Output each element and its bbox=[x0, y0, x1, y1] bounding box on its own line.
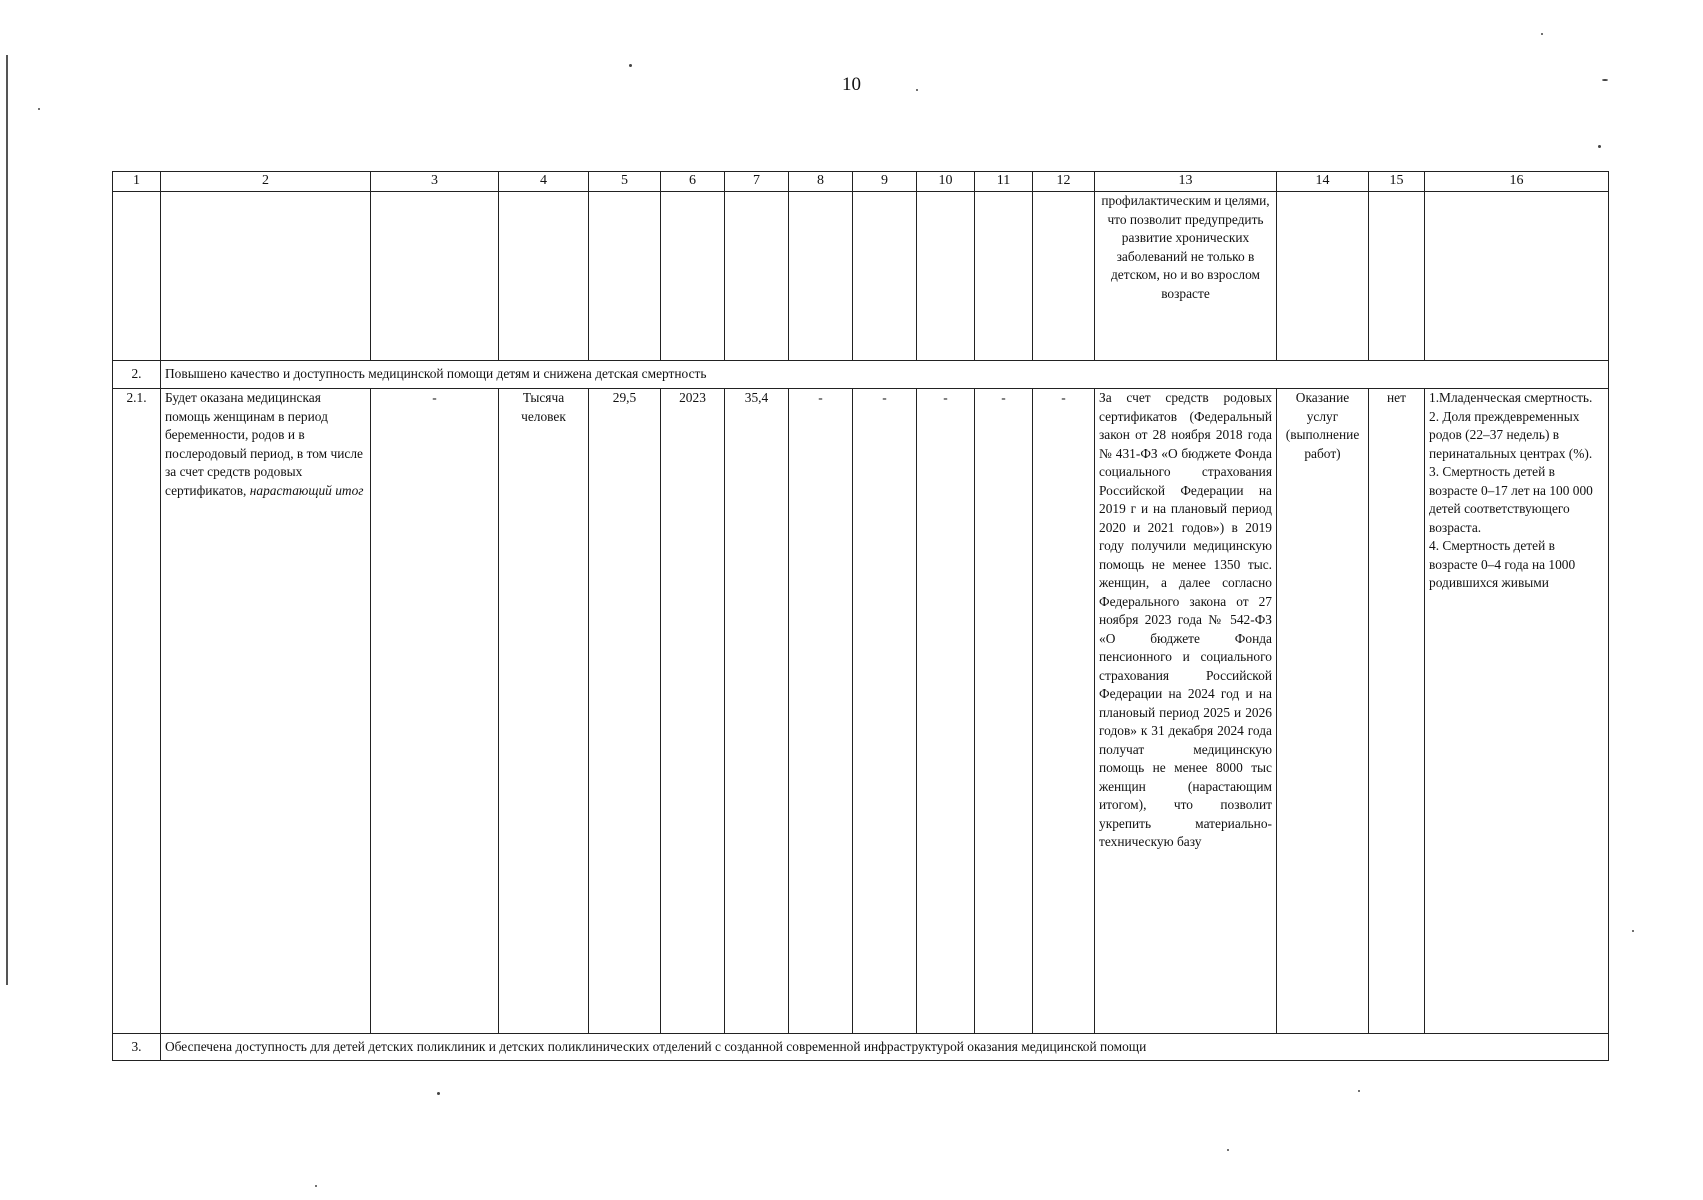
indicators-cell bbox=[1425, 389, 1609, 1034]
cell-col9: - bbox=[853, 389, 917, 1034]
cell-col8: - bbox=[789, 389, 853, 1034]
cell-col11: - bbox=[975, 389, 1033, 1034]
scan-speck bbox=[1541, 33, 1543, 35]
scan-speck bbox=[629, 64, 632, 67]
column-header: 4 bbox=[499, 172, 589, 192]
column-header: 3 bbox=[371, 172, 499, 192]
scan-speck bbox=[437, 1092, 440, 1095]
cell-col10: - bbox=[917, 389, 975, 1034]
scan-speck bbox=[38, 108, 40, 110]
column-header: 16 bbox=[1425, 172, 1609, 192]
column-header: 1 bbox=[113, 172, 161, 192]
section-3-row bbox=[113, 1034, 1609, 1061]
column-header: 7 bbox=[725, 172, 789, 192]
column-header: 2 bbox=[161, 172, 371, 192]
unit-cell: Тысяча человек bbox=[499, 389, 589, 1034]
type-cell: Оказание услуг (выполнение работ) bbox=[1277, 389, 1369, 1034]
indicator-item: 4. Смертность детей в возрасте 0–4 года на 1000 родившихся живыми bbox=[1429, 538, 1576, 590]
scan-speck bbox=[1632, 930, 1634, 932]
continuation-row bbox=[113, 192, 1609, 361]
target-cell: 35,4 bbox=[725, 389, 789, 1034]
cell-col3: - bbox=[371, 389, 499, 1034]
result-description: Будет оказана медицинская помощь женщинам в период беременности, родов и в послеродовый период, в том числе за счет средств родовых сертификатов, нарастающий итог bbox=[161, 389, 371, 1034]
base-value-cell: 29,5 bbox=[589, 389, 661, 1034]
section-number: 2. bbox=[113, 361, 161, 389]
mechanism-cell: За счет средств родовых сертификатов (Федеральный закон от 28 ноября 2018 года № 431-ФЗ «О бюджете Фонда социального страхования Российской Федерации на 2019 г и на плановый период 2020 и 2021 годов») в 2019 году получили медицинскую помощь не менее 1350 тыс. женщин, а далее согласно Федерального закона от 27 ноября 2023 года № 542-ФЗ «О бюджете Фонда пенсионного и социального страхования Российской Федерации на 2024 год и на плановый период 2025 и 2026 годов» к 31 декабря 2024 года получат медицинскую помощь не менее 8000 тыс женщин (нарастающим итогом), что позволит укрепить материально-техническую базу bbox=[1095, 389, 1277, 1034]
column-header: 13 bbox=[1095, 172, 1277, 192]
page-number: 10 bbox=[842, 74, 861, 95]
cell-col15: нет bbox=[1369, 389, 1425, 1034]
column-header: 10 bbox=[917, 172, 975, 192]
scan-speck bbox=[1227, 1149, 1229, 1151]
description-italic: нарастающий итог bbox=[249, 482, 364, 498]
column-header: 8 bbox=[789, 172, 853, 192]
column-number-row bbox=[113, 172, 1609, 192]
column-header: 15 bbox=[1369, 172, 1425, 192]
continuation-text: профилактическим и целями, что позволит предупредить развитие хронических заболеваний не только в детском, но и во взрослом возрасте bbox=[1095, 192, 1277, 361]
indicator-item: 1.Младенческая смертность. bbox=[1429, 390, 1593, 405]
section-2-row bbox=[113, 361, 1609, 389]
scan-speck bbox=[916, 89, 918, 91]
column-header: 11 bbox=[975, 172, 1033, 192]
column-header: 9 bbox=[853, 172, 917, 192]
row-number: 2.1. bbox=[113, 389, 161, 1034]
section-title: Обеспечена доступность для детей детских поликлиник и детских поликлинических отделений с созданной современной инфраструктурой оказания медицинской помощи bbox=[161, 1034, 1609, 1061]
scan-speck bbox=[315, 1185, 317, 1187]
column-header: 12 bbox=[1033, 172, 1095, 192]
row-2-1 bbox=[113, 389, 1609, 1034]
section-number: 3. bbox=[113, 1034, 161, 1061]
scan-speck bbox=[1602, 79, 1608, 81]
indicator-item: 2. Доля преждевременных родов (22–37 недель) в перинатальных центрах (%). bbox=[1429, 408, 1593, 461]
column-header: 14 bbox=[1277, 172, 1369, 192]
results-table bbox=[112, 171, 1609, 1061]
cell-col12: - bbox=[1033, 389, 1095, 1034]
column-header: 6 bbox=[661, 172, 725, 192]
year-cell: 2023 bbox=[661, 389, 725, 1034]
indicator-item: 3. Смертность детей в возрасте 0–17 лет на 100 000 детей соответствующего возраста. bbox=[1429, 464, 1593, 535]
scan-edge-line bbox=[6, 55, 8, 985]
scan-speck bbox=[1598, 145, 1601, 148]
scan-speck bbox=[1358, 1090, 1360, 1092]
section-title: Повышено качество и доступность медицинской помощи детям и снижена детская смертность bbox=[161, 361, 1609, 389]
column-header: 5 bbox=[589, 172, 661, 192]
